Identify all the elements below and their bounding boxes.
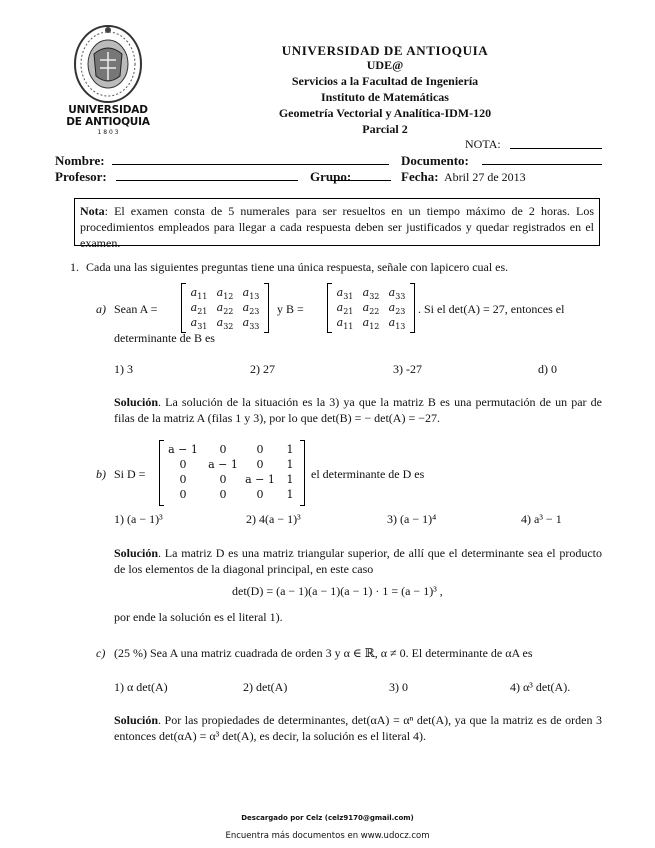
profesor-label: Profesor: [55,169,107,184]
part-c-text: (25 %) Sea A una matriz cuadrada de orden 3 y α ∈ ℝ, α ≠ 0. El determinante de αA es [114,646,533,660]
part-b-after: el determinante de D es [311,467,425,481]
logo-year: 1 8 0 3 [97,129,119,136]
matrix-d-cell: a − 1 [245,473,275,486]
part-a-option-2[interactable]: 2) 27 [250,362,275,376]
part-c-solution [114,712,602,744]
fecha-value: Abril 27 de 2013 [444,170,526,184]
matrix-d-cell: 0 [219,443,227,456]
solution-label: Solución [114,395,159,409]
matrix-b-cell: $a_{32}$ [362,286,380,302]
logo-line-2: DE ANTIOQUIA [66,116,150,128]
note-box [74,198,600,250]
matrix-b [327,283,415,333]
university-title: UNIVERSIDAD DE ANTIOQUIA [281,43,489,58]
matrix-b-cell: $a_{23}$ [388,301,406,317]
solution-text: . La matriz D es una matriz triangular superior, de allí que el determinante sea el producto de los elementos de la diagonal principal, en este caso [114,546,602,576]
part-c-option-4[interactable]: 4) α³ det(A). [510,680,571,694]
matrix-b-cell: $a_{13}$ [388,316,406,332]
header-block [270,44,500,136]
matrix-a [181,283,269,333]
matrix-d-cell: 1 [286,443,294,456]
logo-line-1: UNIVERSIDAD [68,104,148,116]
part-b-option-1[interactable]: 1) (a − 1)³ [114,512,163,526]
matrix-a-cell: $a_{32}$ [216,316,234,332]
part-a-option-3[interactable]: 3) -27 [393,362,422,376]
footer-downloaded: Descargado por Celz (celz9170@gmail.com) [241,814,414,822]
matrix-d-cell: a − 1 [208,458,238,471]
solution-label: Solución [114,546,159,560]
matrix-b-cell: $a_{22}$ [362,301,380,317]
matrix-d [159,440,305,506]
note-label: Nota [80,204,105,218]
matrix-a-cell: $a_{22}$ [216,301,234,317]
matrix-d-cell: 0 [179,458,187,471]
profesor-field[interactable] [116,180,298,181]
grupo-label: Grupo: [310,169,352,184]
part-a-intro: Sean A = [114,302,158,316]
matrix-a-cell: $a_{33}$ [242,316,260,332]
matrix-d-cell: 0 [179,488,187,501]
question-text: Cada una las siguientes preguntas tiene una única respuesta, señale con lapicero cual es. [86,260,509,274]
matrix-d-cell: 0 [256,488,264,501]
documento-label: Documento: [401,153,469,168]
part-c-label: c) [96,646,106,660]
matrix-a-cell: $a_{31}$ [190,316,208,332]
matrix-b-cell: $a_{12}$ [362,316,380,332]
matrix-b-cell: $a_{33}$ [388,286,406,302]
nombre-field[interactable] [112,164,389,165]
part-b-intro: Si D = [114,467,146,481]
university-logo [62,24,154,136]
solution-label: Solución [114,713,159,727]
nota-label: NOTA: [465,137,501,151]
services-line: Servicios a la Facultad de Ingeniería [291,74,479,88]
udea-title: UDE@ [366,58,404,72]
grupo-field[interactable] [331,180,391,181]
matrix-d-cell: 0 [219,473,227,486]
matrix-d-cell: 0 [179,473,187,486]
matrix-a-cell: $a_{21}$ [190,301,208,317]
matrix-d-cell: 1 [286,458,294,471]
matrix-a-cell: $a_{11}$ [190,286,208,302]
footer-more-link[interactable]: Encuentra más documentos en www.udocz.com [225,831,430,841]
part-a-solution [114,394,602,426]
institute-line: Instituto de Matemáticas [321,90,449,104]
fecha-label: Fecha: [401,169,439,184]
part-b-option-3[interactable]: 3) (a − 1)⁴ [387,512,437,526]
matrix-d-cell: 1 [286,488,294,501]
matrix-d-cell: a − 1 [168,443,198,456]
part-c-option-3[interactable]: 3) 0 [389,680,408,694]
matrix-a-cell: $a_{12}$ [216,286,234,302]
nota-field[interactable] [510,148,602,149]
part-a-option-4[interactable]: d) 0 [538,362,557,376]
matrix-a-cell: $a_{13}$ [242,286,260,302]
question-number: 1. [70,260,79,274]
matrix-b-cell: $a_{31}$ [336,286,354,302]
solution-text: . Por las propiedades de determinantes, det(αA) = αⁿ det(A), ya que la matriz es de orden 3 entonces det(αA) = α³ det(A), es decir, la solución es el literal 4). [114,713,602,743]
nombre-label: Nombre: [55,153,105,168]
part-c-option-2[interactable]: 2) det(A) [243,680,288,694]
matrix-d-cell: 0 [219,488,227,501]
part-b-label: b) [96,467,106,481]
part-b-equation: det(D) = (a − 1)(a − 1)(a − 1) · 1 = (a − 1)³ , [232,584,443,598]
part-b-solution [114,545,602,577]
exam-line: Parcial 2 [362,122,408,136]
matrix-d-cell: 0 [256,458,264,471]
matrix-b-cell: $a_{21}$ [336,301,354,317]
note-text: : El examen consta de 5 numerales para ser resueltos en un tiempo máximo de 2 horas. Los procedimientos empleados para llegar a cada respuesta deben ser justificados y quedar registrados en el examen. [80,204,594,250]
university-seal-icon [62,24,154,104]
part-a-continuation: determinante de B es [114,331,215,345]
part-b-conclusion: por ende la solución es el literal 1). [114,610,283,624]
documento-field[interactable] [482,164,602,165]
part-c-option-1[interactable]: 1) α det(A) [114,680,168,694]
solution-text: . La solución de la situación es la 3) ya que la matriz B es una permutación de un par de filas de la matriz A (filas 1 y 3), por lo que det(B) = − det(A) = −27. [114,395,602,425]
part-b-option-2[interactable]: 2) 4(a − 1)³ [246,512,301,526]
matrix-b-cell: $a_{11}$ [336,316,354,332]
matrix-d-cell: 0 [256,443,264,456]
part-a-label: a) [96,302,106,316]
part-a-and-b: y B = [277,302,304,316]
matrix-a-cell: $a_{23}$ [242,301,260,317]
course-line: Geometría Vectorial y Analítica-IDM-120 [278,106,492,120]
part-a-option-1[interactable]: 1) 3 [114,362,133,376]
part-a-condition: . Si el det(A) = 27, entonces el [418,302,565,316]
part-b-option-4[interactable]: 4) a³ − 1 [521,512,562,526]
matrix-d-cell: 1 [286,473,294,486]
